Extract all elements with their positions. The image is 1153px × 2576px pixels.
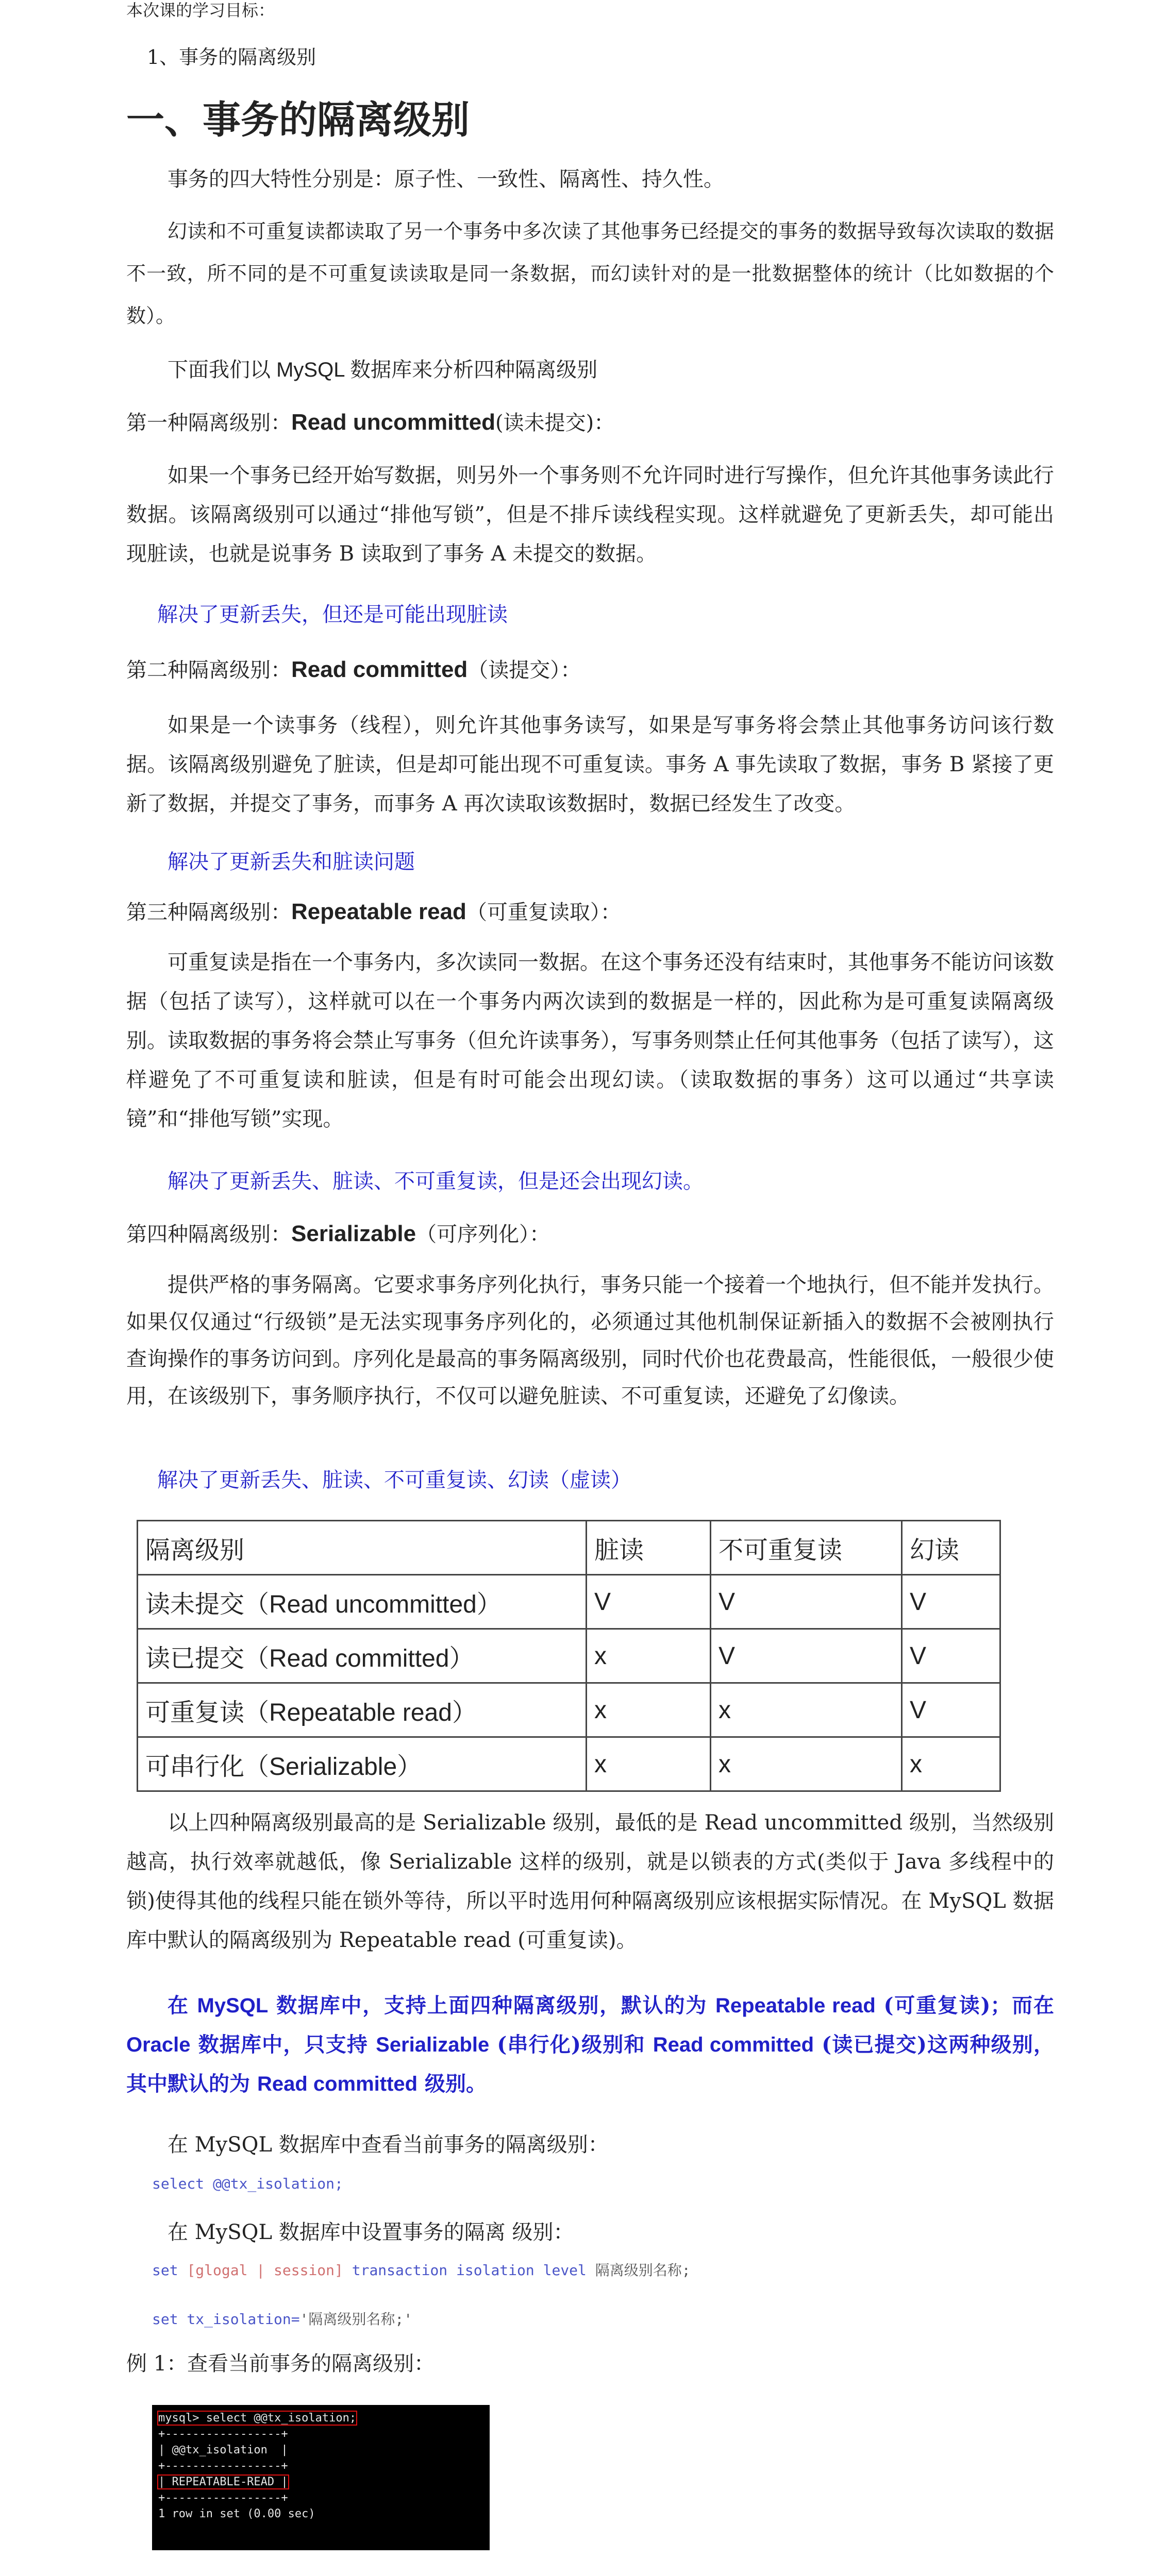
level1-heading-suffix: (读未提交)：: [495, 411, 615, 435]
learning-goal-title: 本次课的学习目标：: [126, 1, 275, 20]
level2-heading: [126, 654, 1054, 686]
code-select-isolation: select @@tx_isolation;: [152, 2175, 343, 2192]
db-defaults-oracle: Oracle: [126, 2033, 191, 2056]
table-cell: x: [902, 1737, 1000, 1791]
level2-solves: 解决了更新丢失和脏读问题: [168, 850, 415, 874]
table-cell: V: [711, 1575, 902, 1629]
level3-solves: 解决了更新丢失、脏读、不可重复读，但是还会出现幻读。: [168, 1170, 704, 1193]
terminal-screenshot-1: [152, 2405, 490, 2550]
table-cell: V: [902, 1683, 1000, 1737]
table-header-row: [138, 1521, 1000, 1575]
table-row: [138, 1575, 1000, 1629]
code-set-kw: set: [152, 2262, 178, 2279]
table-header-cell: 脏读: [587, 1521, 711, 1575]
summary-paragraph: 以上四种隔离级别最高的是 Serializable 级别，最低的是 Read uncommitted 级别，当然级别越高，执行效率就越低，像 Serializable 这样的级别，就是以锁表的方式(类似于 Java 多线程中的锁)使得其他的线程只能在锁外等待，所以平时选用何种隔离级别应该根据实际情况。在 MySQL 数据库中默认的隔离级别为 Repeatable read (可重复读)。: [126, 1811, 1054, 1952]
example1-label: 例 1：查看当前事务的隔离级别：: [126, 2352, 435, 2376]
db-defaults-serializable: Serializable: [376, 2033, 490, 2056]
db-defaults-paragraph: [126, 1986, 1054, 2104]
db-defaults-text: (串行化)级别和: [489, 2032, 653, 2057]
terminal-line: 1 row in set (0.00 sec): [158, 2507, 315, 2520]
level3-heading: [126, 896, 1054, 928]
level4-heading-bold: Serializable: [291, 1221, 416, 1246]
table-cell: V: [711, 1629, 902, 1683]
code-set-isolation: [152, 2262, 1080, 2279]
level4-solves: 解决了更新丢失、脏读、不可重复读、幻读（虚读）: [157, 1468, 631, 1492]
level4-heading: [126, 1218, 1054, 1250]
db-defaults-text: 级别。: [417, 2072, 487, 2096]
db-defaults-rr: Repeatable read: [715, 1994, 876, 2017]
analysis-intro: [126, 350, 1054, 389]
table-cell: 可串行化（Serializable）: [138, 1737, 587, 1791]
level2-heading-bold: Read committed: [291, 657, 468, 682]
terminal-line: | @@tx_isolation |: [158, 2444, 288, 2456]
terminal-line: +-----------------+: [158, 2428, 288, 2441]
table-cell: x: [587, 1737, 711, 1791]
db-defaults-text: (读已提交)这两种级别，其中默认的为: [126, 2032, 1055, 2096]
level2-heading-prefix: 第二种隔离级别：: [126, 658, 291, 682]
analysis-intro-text: 下面我们以 MySQL 数据库来分析四种隔离级别: [168, 359, 598, 381]
table-cell: V: [587, 1575, 711, 1629]
db-defaults-rc: Read committed: [653, 2033, 814, 2056]
code-set-tx-isolation: [152, 2311, 1080, 2328]
terminal-line-highlighted: | REPEATABLE-READ |: [158, 2476, 288, 2488]
table-header-cell: 不可重复读: [711, 1521, 902, 1575]
level1-solves: 解决了更新丢失，但还是可能出现脏读: [157, 603, 508, 626]
code-set2-kw: set tx_isolation=: [152, 2311, 300, 2328]
level4-body: 提供严格的事务隔离。它要求事务序列化执行，事务只能一个接着一个地执行，但不能并发执行。如果仅仅通过“行级锁”是无法实现事务序列化的，必须通过其他机制保证新插入的数据不会被刚执行查询操作的事务访问到。序列化是最高的事务隔离级别，同时代价也花费最高，性能很低，一般很少使用，在该级别下，事务顺序执行，不仅可以避免脏读、不可重复读，还避免了幻像读。: [126, 1273, 1054, 1408]
level2-body: 如果是一个读事务（线程），则允许其他事务读写，如果是写事务将会禁止其他事务访问该行数据。该隔离级别避免了脏读，但是却可能出现不可重复读。事务 A 事先读取了数据，事务 B 紧接了更新了数据，并提交了事务，而事务 A 再次读取该数据时，数据已经发生了改变。: [126, 714, 1054, 816]
level3-heading-prefix: 第三种隔离级别：: [126, 901, 291, 924]
level3-body: 可重复读是指在一个事务内，多次读同一数据。在这个事务还没有结束时，其他事务不能访问该数据（包括了读写），这样就可以在一个事务内两次读到的数据是一样的，因此称为是可重复读隔离级别。读取数据的事务将会禁止写事务（但允许读事务），写事务则禁止任何其他事务（包括了读写），这样避免了不可重复读和脏读，但是有时可能会出现幻读。（读取数据的事务）这可以通过“共享读镜”和“排他写锁”实现。: [126, 951, 1054, 1131]
level2-heading-suffix: （读提交）：: [467, 658, 581, 682]
code-set-scope: [glogal | session]: [187, 2262, 343, 2279]
table-header-cell: 幻读: [902, 1521, 1000, 1575]
level1-heading: [126, 407, 1054, 438]
table-cell: V: [902, 1629, 1000, 1683]
db-defaults-text: 数据库中，只支持: [190, 2032, 376, 2057]
table-row: [138, 1737, 1000, 1791]
level4-heading-prefix: 第四种隔离级别：: [126, 1223, 291, 1246]
table-row: [138, 1683, 1000, 1737]
level4-heading-suffix: （可序列化）：: [416, 1223, 550, 1246]
table-cell: 可重复读（Repeatable read）: [138, 1683, 587, 1737]
terminal-line: +-----------------+: [158, 2492, 288, 2504]
terminal-line: [158, 2410, 483, 2426]
level3-heading-suffix: （可重复读取）：: [466, 901, 621, 924]
code-set-name: 隔离级别名称;: [595, 2262, 691, 2279]
terminal-line: +-----------------+: [158, 2460, 288, 2472]
code-set-clause: transaction isolation level: [352, 2262, 587, 2279]
code-set2-val: '隔离级别名称;': [299, 2311, 413, 2328]
intro-paragraph: 事务的四大特性分别是：原子性、一致性、隔离性、持久性。: [168, 167, 724, 191]
level1-body: 如果一个事务已经开始写数据，则另外一个事务则不允许同时进行写操作，但允许其他事务读此行数据。该隔离级别可以通过“排他写锁”，但是不排斥读线程实现。这样就避免了更新丢失，却可能出现脏读，也就是说事务 B 读取到了事务 A 未提交的数据。: [126, 464, 1054, 566]
db-defaults-text: 在: [168, 1993, 197, 2018]
db-defaults-mysql: MySQL: [197, 1994, 269, 2017]
level1-heading-prefix: 第一种隔离级别：: [126, 411, 291, 435]
table-header-cell: 隔离级别: [138, 1521, 587, 1575]
isolation-level-table: [137, 1520, 1001, 1792]
table-cell: x: [587, 1683, 711, 1737]
table-cell: x: [587, 1629, 711, 1683]
db-defaults-text: (可重复读)；而在: [875, 1993, 1055, 2018]
terminal-line: [158, 2474, 483, 2490]
section-title: 一、事务的隔离级别: [126, 98, 470, 142]
table-cell: 读已提交（Read committed）: [138, 1629, 587, 1683]
table-cell: x: [711, 1737, 902, 1791]
table-cell: V: [902, 1575, 1000, 1629]
level1-heading-bold: Read uncommitted: [291, 410, 496, 435]
table-cell: x: [711, 1683, 902, 1737]
table-row: [138, 1629, 1000, 1683]
db-defaults-text: 数据库中，支持上面四种隔离级别，默认的为: [268, 1993, 715, 2018]
table-cell: 读未提交（Read uncommitted）: [138, 1575, 587, 1629]
db-defaults-rc2: Read committed: [257, 2073, 418, 2095]
level3-heading-bold: Repeatable read: [291, 899, 466, 924]
set-level-label: 在 MySQL 数据库中设置事务的隔离 级别：: [168, 2221, 574, 2244]
learning-goal-item: 1、事务的隔离级别: [147, 46, 316, 69]
terminal-line-highlighted: mysql> select @@tx_isolation;: [158, 2412, 357, 2425]
phantom-read-paragraph: 幻读和不可重复读都读取了另一个事务中多次读了其他事务已经提交的事务的数据导致每次读取的数据不一致，所不同的是不可重复读读取是同一条数据，而幻读针对的是一批数据整体的统计（比如数据的个数）。: [126, 220, 1054, 327]
view-level-label: 在 MySQL 数据库中查看当前事务的隔离级别：: [168, 2133, 609, 2157]
